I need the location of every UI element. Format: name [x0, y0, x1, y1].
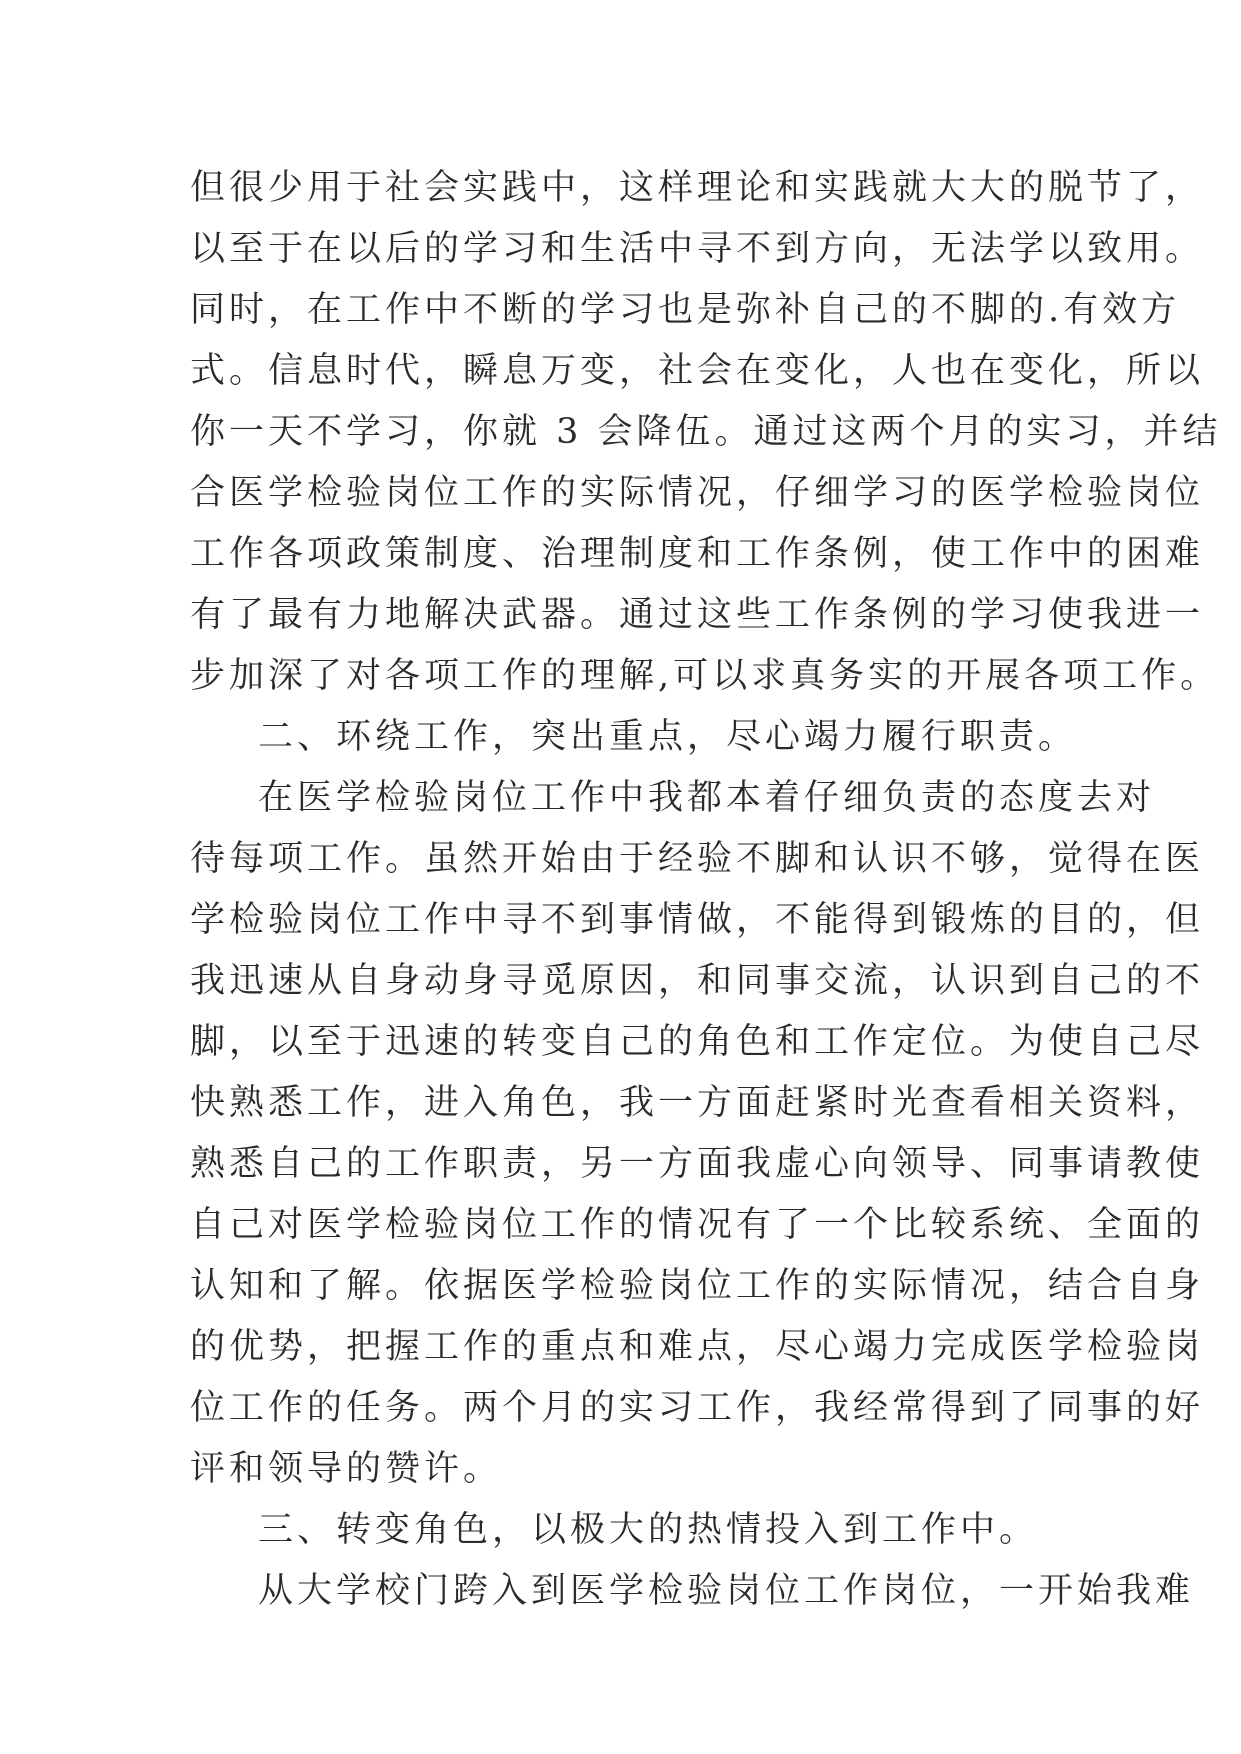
text-line: 工作各项政策制度、治理制度和工作条例，使工作中的困难 — [190, 534, 1205, 574]
text-line: 步加深了对各项工作的理解,可以求真务实的开展各项工作。 — [190, 656, 1220, 696]
text-line: 合医学检验岗位工作的实际情况，仔细学习的医学检验岗位 — [190, 473, 1205, 513]
text-line: 式。信息时代，瞬息万变，社会在变化，人也在变化，所以 — [190, 351, 1205, 391]
text-line: 三、转变角色，以极大的热情投入到工作中。 — [258, 1510, 1039, 1550]
text-line: 你一天不学习，你就 3 会降伍。通过这两个月的实习，并结 — [190, 412, 1222, 452]
text-line: 学检验岗位工作中寻不到事情做，不能得到锻炼的目的，但 — [190, 900, 1205, 940]
text-line: 评和领导的赞许。 — [190, 1449, 503, 1489]
text-line: 从大学校门跨入到医学检验岗位工作岗位，一开始我难 — [258, 1571, 1195, 1611]
text-line: 二、环绕工作，突出重点，尽心竭力履行职责。 — [258, 717, 1078, 757]
text-line: 自己对医学检验岗位工作的情况有了一个比较系统、全面的 — [190, 1205, 1205, 1245]
text-line: 的优势，把握工作的重点和难点，尽心竭力完成医学检验岗 — [190, 1327, 1205, 1367]
text-line: 熟悉自己的工作职责，另一方面我虚心向领导、同事请教使 — [190, 1144, 1205, 1184]
text-line: 同时，在工作中不断的学习也是弥补自己的不脚的.有效方 — [190, 290, 1181, 330]
text-line: 有了最有力地解决武器。通过这些工作条例的学习使我进一 — [190, 595, 1205, 635]
text-line: 待每项工作。虽然开始由于经验不脚和认识不够，觉得在医 — [190, 839, 1205, 879]
text-line: 我迅速从自身动身寻觅原因，和同事交流，认识到自己的不 — [190, 961, 1205, 1001]
text-line: 认知和了解。依据医学检验岗位工作的实际情况，结合自身 — [190, 1266, 1205, 1306]
text-line: 但很少用于社会实践中，这样理论和实践就大大的脱节了， — [190, 168, 1205, 208]
text-line: 在医学检验岗位工作中我都本着仔细负责的态度去对 — [258, 778, 1156, 818]
text-line: 以至于在以后的学习和生活中寻不到方向，无法学以致用。 — [190, 229, 1205, 269]
text-line: 快熟悉工作，进入角色，我一方面赶紧时光查看相关资料， — [190, 1083, 1205, 1123]
text-line: 脚，以至于迅速的转变自己的角色和工作定位。为使自己尽 — [190, 1022, 1205, 1062]
text-line: 位工作的任务。两个月的实习工作，我经常得到了同事的好 — [190, 1388, 1205, 1428]
body-text — [190, 158, 1222, 1622]
